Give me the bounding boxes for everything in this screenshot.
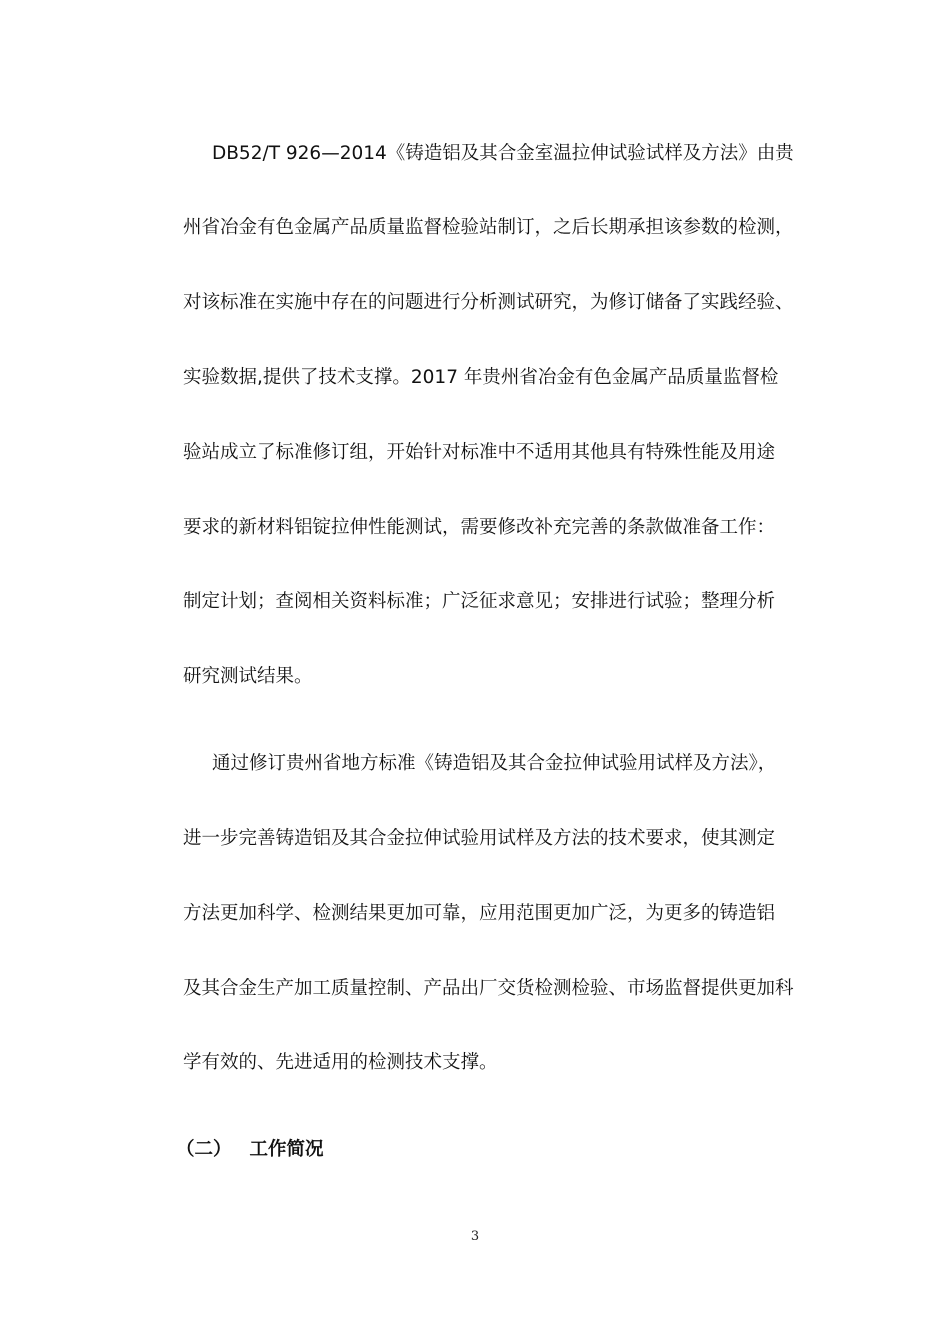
paragraph-2-line-2: 进一步完善铸造铝及其合金拉伸试验用试样及方法的技术要求，使其测定 xyxy=(183,828,776,849)
paragraph-1-line-5: 验站成立了标准修订组，开始针对标准中不适用其他具有特殊性能及用途 xyxy=(183,442,776,463)
paragraph-2-line-3: 方法更加科学、检测结果更加可靠，应用范围更加广泛，为更多的铸造铝 xyxy=(183,903,776,924)
paragraph-1-line-7: 制定计划；查阅相关资料标准；广泛征求意见；安排进行试验；整理分析 xyxy=(183,591,776,612)
page-number: 3 xyxy=(470,1229,480,1244)
section-heading-number: （二） xyxy=(176,1139,232,1160)
paragraph-1-line-4: 实验数据,提供了技术支撑。2017 年贵州省冶金有色金属产品质量监督检 xyxy=(183,367,779,388)
paragraph-1-line-6: 要求的新材料铝锭拉伸性能测试，需要修改补充完善的条款做准备工作： xyxy=(183,517,776,538)
paragraph-2-line-1: 通过修订贵州省地方标准《铸造铝及其合金拉伸试验用试样及方法》， xyxy=(212,753,777,774)
paragraph-1-line-1: DB52/T 926—2014《铸造铝及其合金室温拉伸试验试样及方法》由贵 xyxy=(212,143,794,164)
paragraph-1-line-8: 研究测试结果。 xyxy=(183,666,313,687)
paragraph-1-line-3: 对该标准在实施中存在的问题进行分析测试研究，为修订储备了实践经验、 xyxy=(183,292,794,313)
paragraph-1-line-2: 州省冶金有色金属产品质量监督检验站制订，之后长期承担该参数的检测， xyxy=(183,217,794,238)
paragraph-2-line-4: 及其合金生产加工质量控制、产品出厂交货检测检验、市场监督提供更加科 xyxy=(183,978,794,999)
section-heading xyxy=(176,1137,324,1163)
paragraph-2-line-5: 学有效的、先进适用的检测技术支撑。 xyxy=(183,1052,498,1073)
section-heading-title: 工作简况 xyxy=(249,1139,324,1160)
